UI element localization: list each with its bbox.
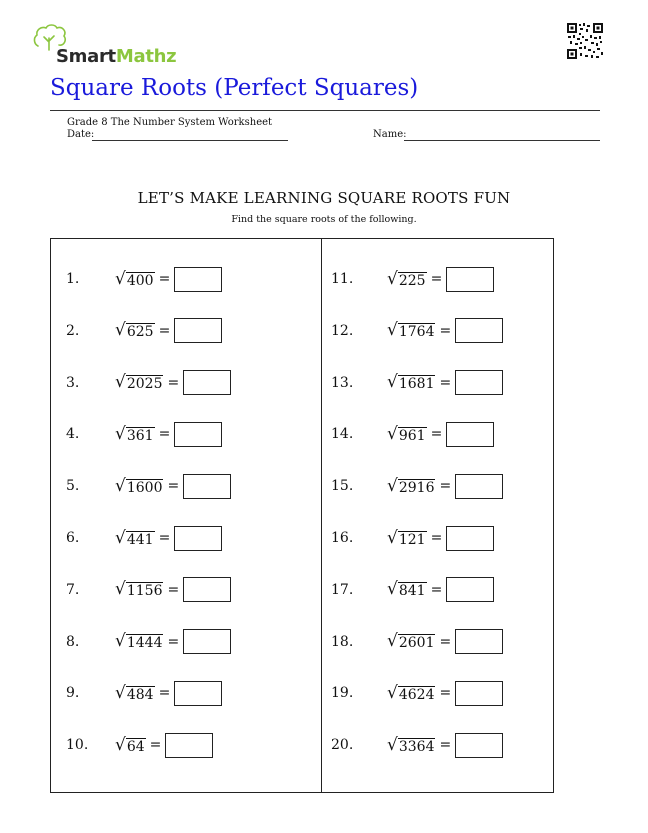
square-root-expression [115,316,222,346]
square-root-expression [115,264,222,294]
problem-number: 3. [66,374,80,391]
radicand: 1600 [126,479,163,496]
problem-number: 7. [66,581,80,598]
answer-box[interactable] [455,733,503,758]
problem-number: 4. [66,426,80,443]
date-label: Date: [67,129,95,140]
answer-box[interactable] [174,422,222,447]
square-root-icon: √ [115,268,126,289]
square-root-expression [115,627,231,657]
equals-sign: = [167,581,180,598]
square-root-expression [387,523,494,553]
problem-number: 12. [331,322,354,339]
name-label: Name: [373,129,407,140]
problem-number: 10. [66,737,89,754]
problem-row [66,523,306,553]
square-root-expression [387,678,503,708]
problem-number: 8. [66,633,80,650]
radicand: 441 [126,531,154,548]
problem-number: 14. [331,426,354,443]
problem-row [66,316,306,346]
answer-box[interactable] [174,267,222,292]
equals-sign: = [430,271,443,287]
equals-sign: = [167,478,180,495]
answer-box[interactable] [174,681,222,706]
problem-number: 20. [331,737,354,754]
answer-box[interactable] [446,526,494,551]
problem-number: 16. [331,530,354,546]
equals-sign: = [430,530,443,546]
problem-number: 19. [331,685,354,702]
square-root-expression [387,730,503,760]
radicand: 961 [398,427,426,444]
equals-sign: = [158,271,171,287]
radicand: 1156 [126,583,163,600]
problem-row [66,368,306,398]
equals-sign: = [439,633,452,650]
square-root-icon: √ [115,372,126,393]
square-root-icon: √ [115,527,126,548]
answer-box[interactable] [455,370,503,395]
square-root-expression [115,471,231,501]
equals-sign: = [430,581,443,598]
problem-number: 9. [66,685,80,702]
answer-box[interactable] [183,474,231,499]
answer-box[interactable] [183,370,231,395]
problem-row [331,264,571,294]
square-root-icon: √ [387,475,398,496]
smartmathz-logo [30,22,177,67]
square-root-icon: √ [115,475,126,496]
problem-row [66,575,306,605]
square-root-expression [387,575,494,605]
equals-sign: = [149,737,162,754]
equals-sign: = [430,426,443,443]
equals-sign: = [439,322,452,339]
radicand: 4624 [398,686,435,703]
problem-number: 1. [66,271,80,287]
instructions-text: Find the square roots of the following. [231,214,417,225]
section-heading: LET’S MAKE LEARNING SQUARE ROOTS FUN [137,189,511,207]
square-root-icon: √ [387,682,398,703]
answer-box[interactable] [174,318,222,343]
equals-sign: = [439,737,452,754]
square-root-expression [387,368,503,398]
square-root-icon: √ [387,631,398,652]
square-root-icon: √ [115,320,126,341]
equals-sign: = [167,374,180,391]
radicand: 1444 [126,635,163,652]
problem-number: 6. [66,530,80,546]
worksheet-subtitle: Grade 8 The Number System Worksheet [67,117,273,128]
qr-code-icon [566,22,604,60]
problem-row [331,627,571,657]
answer-box[interactable] [455,629,503,654]
problem-number: 11. [331,271,354,287]
radicand: 400 [126,272,154,289]
problem-row [331,316,571,346]
name-field[interactable] [404,140,600,141]
equals-sign: = [439,685,452,702]
square-root-icon: √ [387,320,398,341]
radicand: 3364 [398,738,435,755]
answer-box[interactable] [446,267,494,292]
square-root-icon: √ [387,579,398,600]
answer-box[interactable] [446,422,494,447]
answer-box[interactable] [455,681,503,706]
answer-box[interactable] [455,318,503,343]
square-root-icon: √ [387,527,398,548]
radicand: 2916 [398,479,435,496]
square-root-icon: √ [115,579,126,600]
problem-number: 18. [331,633,354,650]
problem-number: 17. [331,581,354,598]
problem-row [331,368,571,398]
radicand: 121 [398,531,426,548]
column-divider [321,238,322,793]
radicand: 225 [398,272,426,289]
radicand: 484 [126,686,154,703]
square-root-icon: √ [387,268,398,289]
title-divider [50,110,600,111]
square-root-icon: √ [387,423,398,444]
problem-row [331,523,571,553]
problem-row [66,419,306,449]
square-root-icon: √ [115,423,126,444]
square-root-expression [387,316,503,346]
problem-number: 2. [66,322,80,339]
problem-row [66,471,306,501]
square-root-icon: √ [387,372,398,393]
square-root-expression [387,264,494,294]
equals-sign: = [158,530,171,546]
problem-number: 15. [331,478,354,495]
problem-row [66,264,306,294]
radicand: 361 [126,427,154,444]
radicand: 1681 [398,376,435,393]
brand-name [56,46,176,67]
square-root-icon: √ [115,682,126,703]
answer-box[interactable] [174,526,222,551]
answer-box[interactable] [455,474,503,499]
equals-sign: = [167,633,180,650]
equals-sign: = [158,685,171,702]
square-root-expression [115,575,231,605]
answer-box[interactable] [183,629,231,654]
radicand: 64 [126,738,145,755]
problem-row [66,730,306,760]
square-root-icon: √ [115,631,126,652]
problem-row [331,575,571,605]
equals-sign: = [439,478,452,495]
square-root-expression [387,627,503,657]
square-root-expression [387,419,494,449]
square-root-expression [115,368,231,398]
problem-row [66,627,306,657]
square-root-expression [115,523,222,553]
radicand: 2025 [126,376,163,393]
problem-row [331,730,571,760]
brand-name-part2: Mathz [115,46,177,67]
square-root-icon: √ [115,734,126,755]
date-field[interactable] [92,140,288,141]
square-root-expression [387,471,503,501]
square-root-icon: √ [387,734,398,755]
radicand: 2601 [398,635,435,652]
answer-box[interactable] [165,733,213,758]
radicand: 841 [398,583,426,600]
answer-box[interactable] [183,577,231,602]
answer-box[interactable] [446,577,494,602]
problem-number: 5. [66,478,80,495]
problem-row [66,678,306,708]
square-root-expression [115,678,222,708]
problem-row [331,471,571,501]
square-root-expression [115,730,213,760]
problem-row [331,678,571,708]
square-root-expression [115,419,222,449]
problem-row [331,419,571,449]
worksheet-title: Square Roots (Perfect Squares) [50,75,419,101]
problem-number: 13. [331,374,354,391]
equals-sign: = [158,322,171,339]
radicand: 625 [126,324,154,341]
equals-sign: = [158,426,171,443]
radicand: 1764 [398,324,435,341]
equals-sign: = [439,374,452,391]
brand-name-part1: Smart [56,46,116,67]
